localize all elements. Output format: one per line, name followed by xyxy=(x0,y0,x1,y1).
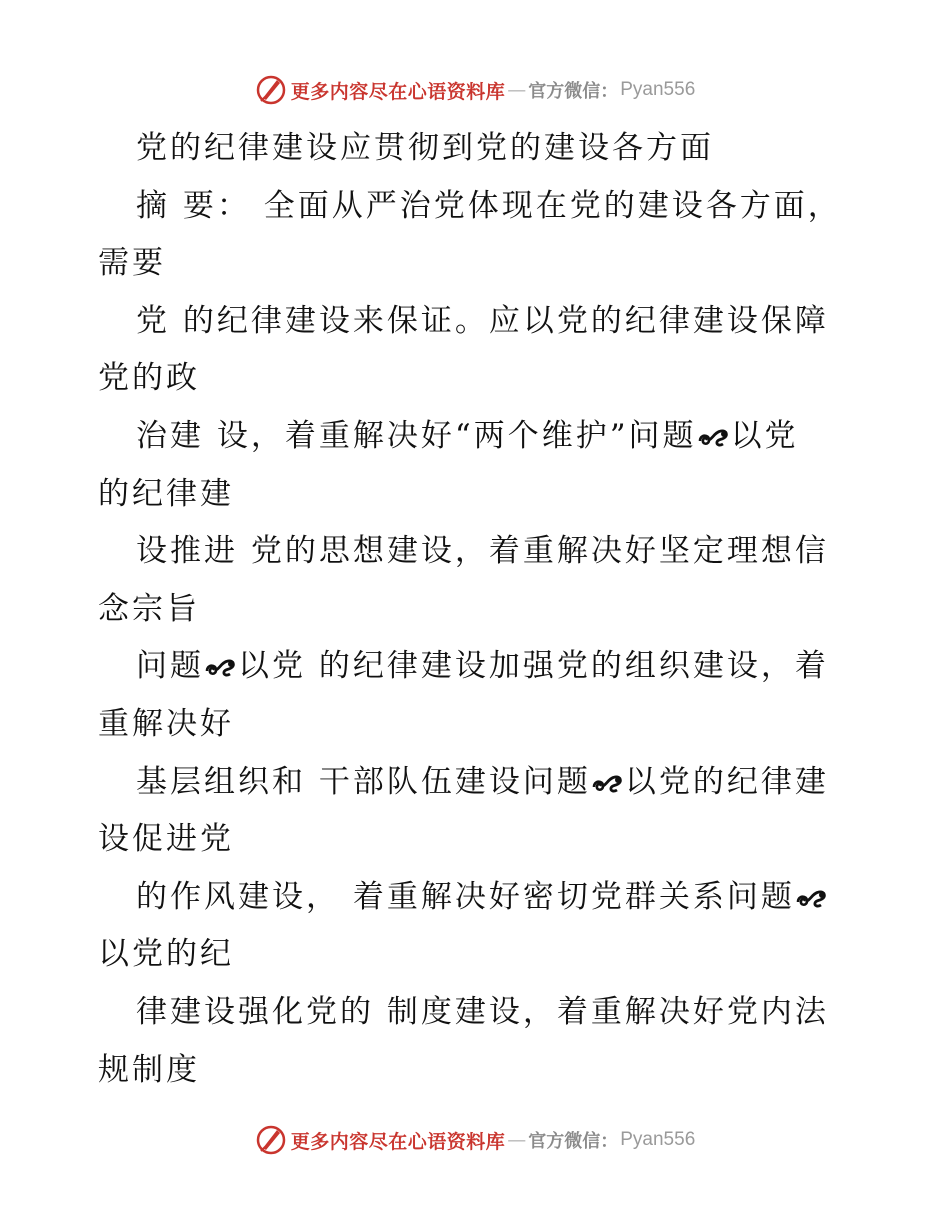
text-line xyxy=(98,293,858,351)
banner-separator: — xyxy=(507,79,527,101)
wechat-id: Pyan556 xyxy=(620,79,696,100)
text-line xyxy=(98,235,858,293)
text-line xyxy=(98,811,858,869)
banner-separator: — xyxy=(507,1129,527,1151)
text-segment: 基层组织和 干部队伍建设问题 xyxy=(136,763,591,800)
text-line xyxy=(98,120,858,178)
text-segment: 以党 的纪律建设加强党的组织建设，着 xyxy=(238,648,829,685)
text-segment: 问题 xyxy=(136,648,204,685)
text-segment: 律建设强化党的 制度建设，着重解决好党内法 xyxy=(136,993,829,1030)
text-line xyxy=(98,350,858,408)
text-segment: 设推进 党的思想建设，着重解决好坚定理想信 xyxy=(136,533,829,570)
text-segment: 治建 设，着重解决好“两个维护”问题 xyxy=(136,417,697,454)
quill-logo-icon xyxy=(255,74,287,106)
ornament-icon xyxy=(204,656,238,678)
text-segment: 念宗旨 xyxy=(98,590,200,627)
banner-text: 更多内容尽在心语资料库 xyxy=(290,80,506,103)
ornament-icon xyxy=(697,426,731,448)
text-segment: 规制度 xyxy=(98,1051,200,1088)
text-segment: 以党的纪律建 xyxy=(624,763,829,800)
text-segment: 以党 xyxy=(730,417,799,454)
footer-banner xyxy=(0,1122,950,1158)
text-line xyxy=(98,926,858,984)
text-segment: 设促进党 xyxy=(98,821,234,858)
text-line xyxy=(98,523,858,581)
text-line xyxy=(98,984,858,1042)
text-line xyxy=(98,581,858,639)
text-segment: 党的纪律建设应贯彻到党的建设各方面 xyxy=(136,130,714,166)
header-banner xyxy=(0,72,950,108)
text-segment: 摘 要： 全面从严治党体现在党的建设各方面， xyxy=(136,187,842,224)
text-line xyxy=(98,869,858,927)
text-segment: 需要 xyxy=(98,245,166,282)
ornament-icon xyxy=(591,772,625,794)
document-body xyxy=(98,120,858,1099)
text-line xyxy=(98,466,858,524)
text-segment: 以党的纪 xyxy=(98,936,234,973)
ornament-icon xyxy=(795,887,829,909)
text-segment: 党的政 xyxy=(98,360,200,397)
text-line xyxy=(98,1042,858,1100)
text-segment: 重解决好 xyxy=(98,705,234,742)
text-segment: 的纪律建 xyxy=(98,475,234,512)
text-line xyxy=(98,638,858,696)
text-segment: 党 的纪律建设来保证。应以党的纪律建设保障 xyxy=(136,302,829,339)
text-line xyxy=(98,408,858,466)
banner-label: 官方微信： xyxy=(528,81,619,102)
banner-text: 更多内容尽在心语资料库 xyxy=(290,1130,506,1153)
wechat-id: Pyan556 xyxy=(620,1129,696,1150)
banner-label: 官方微信： xyxy=(528,1131,619,1152)
text-line xyxy=(98,696,858,754)
quill-logo-icon xyxy=(255,1124,287,1156)
text-line xyxy=(98,178,858,236)
text-line xyxy=(98,754,858,812)
text-segment: 的作风建设， 着重解决好密切党群关系问题 xyxy=(136,878,795,915)
